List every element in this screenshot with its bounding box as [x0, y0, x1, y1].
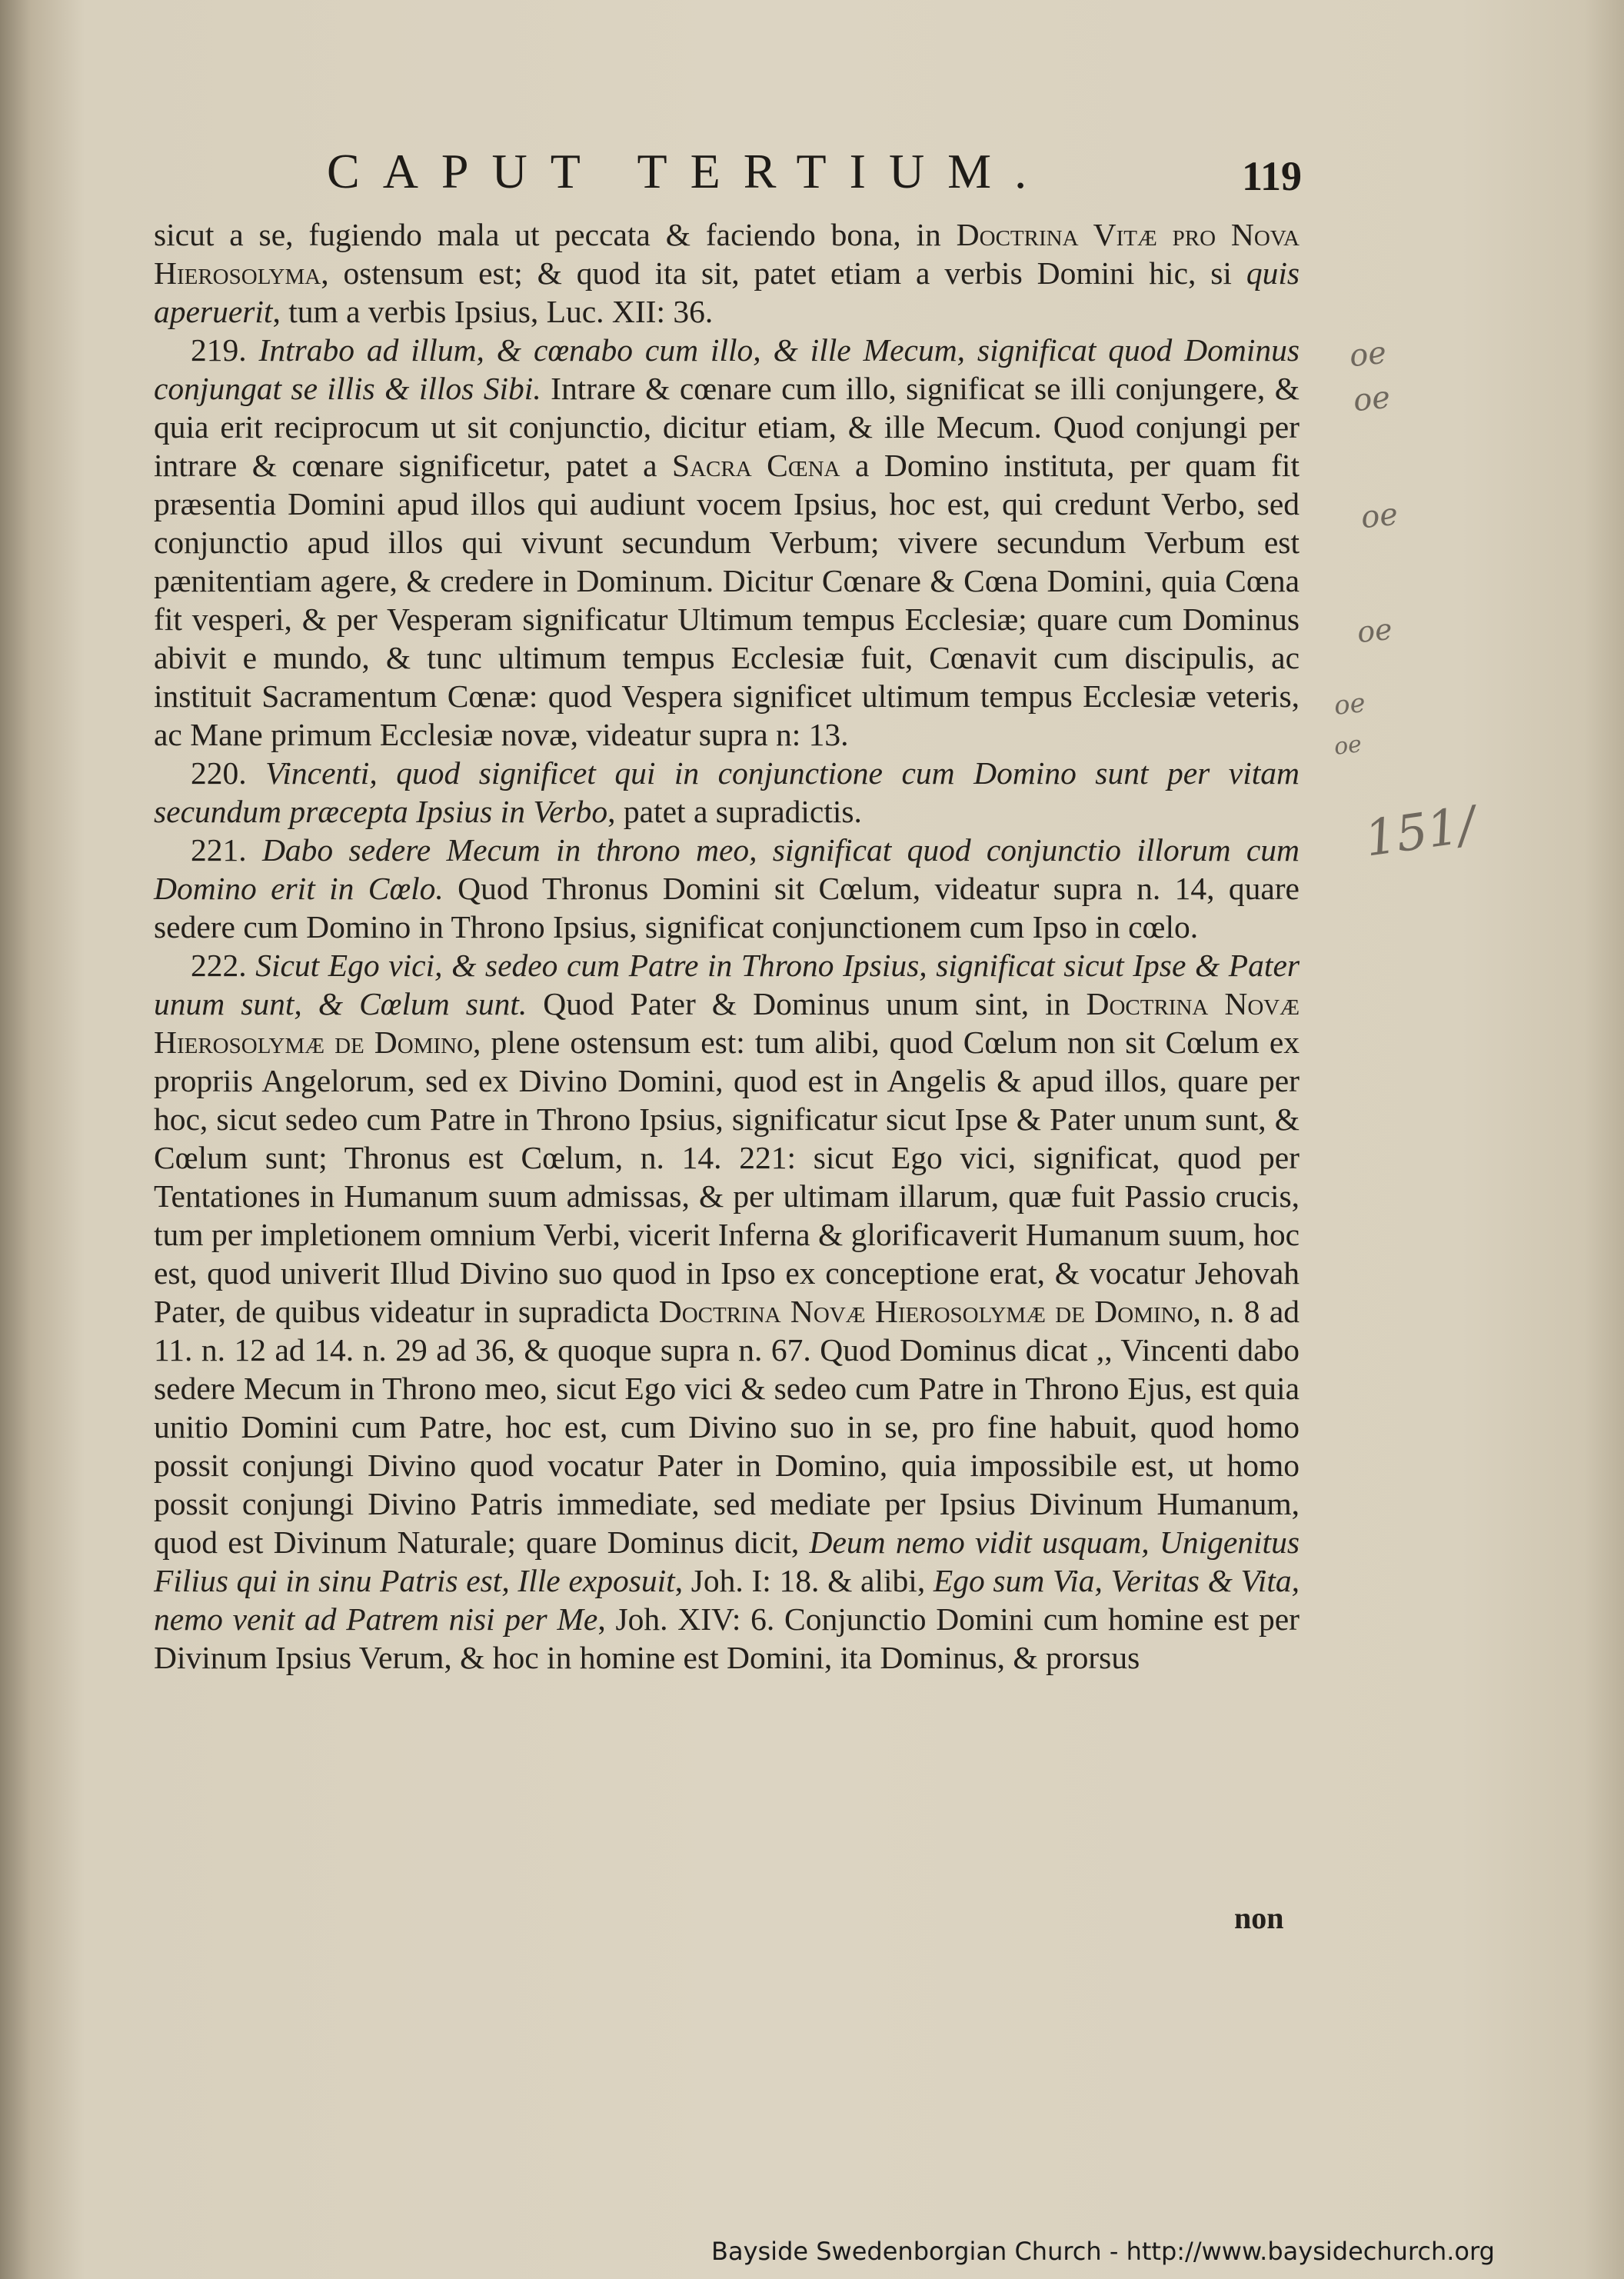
italic-run: Sicut Ego vici, & sedeo cum Patre in Throno Ipsius, significat sicut Ipse & Pater unum sunt, & Cœlum sunt.	[154, 948, 1300, 1021]
italic-run: Ego sum Via, Veritas & Vita, nemo venit ad Patrem nisi per Me	[154, 1563, 1300, 1637]
italic-run: Deum nemo vidit usquam, Unigenitus Filius qui in sinu Patris est, Ille exposuit	[154, 1524, 1300, 1598]
text-run: Quod Pater & Dominus unum sint, in	[527, 986, 1087, 1021]
text-run: , n. 8 ad 11. n. 12 ad 14. n. 29 ad 36, & quoque supra n. 67. Quod Dominus dicat ,, Vincenti dabo sedere Mecum in Throno meo, sicut Ego vici & sedeo cum Patre in Throno Ejus, est quia unitio Domini cum Patre, hoc est, cum Divino suo in se, pro fine habuit, quod homo possit conjungi Divino quod vocatur Pater in Domino, quia impossibile est, ut homo possit conjungi Divino Patris immediate, sed mediate per Ipsius Divinum Humanum, quod est Divinum Naturale; quare Dominus dicit,	[154, 1294, 1300, 1560]
text-run: 220.	[191, 755, 266, 791]
paragraph	[154, 946, 1300, 1677]
text-run: 219.	[191, 332, 259, 368]
margin-note-3: oe	[1359, 496, 1400, 536]
text-run: , patet a supradictis.	[607, 794, 862, 829]
page-number: 119	[1242, 153, 1303, 199]
main-text	[154, 215, 1300, 1677]
margin-note-2: oe	[1351, 379, 1393, 419]
paragraph	[154, 215, 1300, 331]
text-run: , plene ostensum est: tum alibi, quod Cœlum non sit Cœlum ex propriis Angelorum, sed ex Divino Domini, quod est in Angelis & apud illos, quare per hoc, sicut sedeo cum Patre in Throno Ipsius, significatur sicut Ipse & Pater unum sunt, & Cœlum sunt; Thronus est Cœlum, n. 14. 221: sicut Ego vici, significat, quod per Tentationes in Humanum suum admissas, & per ultimam illarum, quæ fuit Passio crucis, tum per impletionem omnium Verbi, vicerit Inferna & glorificaverit Humanum suum, hoc est, quod univerit Illud Divino suo quod in Ipso ex conceptione erat, & vocatur Jehovah Pater, de quibus videatur in supradicta	[154, 1025, 1300, 1329]
margin-note-number: 151/	[1361, 796, 1479, 868]
small-caps-run: Sacra Cœna	[672, 448, 840, 483]
text-run: Intrare & cœnare cum illo, significat se illi conjungere, & quia erit reciprocum ut sit conjunctio, dicitur etiam, & ille Mecum. Quod conjungi per intrare & cœnare significetur, patet a	[154, 371, 1300, 483]
footer-credit: Bayside Swedenborgian Church - http://www.baysidechurch.org	[711, 2237, 1495, 2266]
paragraph	[154, 331, 1300, 754]
small-caps-run: Doctrina Novæ Hierosolymæ de Domino	[658, 1294, 1193, 1329]
page-header	[0, 143, 1624, 212]
paragraph	[154, 831, 1300, 946]
margin-note-6: oe	[1333, 731, 1363, 761]
text-run: 222.	[191, 948, 256, 983]
italic-run: Dabo sedere Mecum in throno meo, significat quod conjunctio illorum cum Domino erit in Cœlo.	[154, 832, 1300, 906]
margin-note-1: oe	[1347, 335, 1389, 375]
margin-note-5: oe	[1333, 687, 1367, 722]
text-run: sicut a se, fugiendo mala ut peccata & faciendo bona, in	[154, 217, 957, 252]
paragraph	[154, 754, 1300, 831]
small-caps-run: Doctrina Novæ Hierosolymæ de Domino	[154, 986, 1300, 1060]
small-caps-run: Doctrina Vitæ pro Nova Hierosolyma	[154, 217, 1300, 291]
text-run: , tum a verbis Ipsius, Luc. XII: 36.	[272, 294, 714, 329]
text-run: a Domino instituta, per quam fit præsentia Domini apud illos qui audiunt vocem Ipsius, hoc est, qui credunt Verbo, sed conjunctio apud illos qui vivunt secundum Verbum; vivere secundum Verbum est pænitentiam agere, & credere in Dominum. Dicitur Cœnare & Cœna Domini, quia Cœna fit vesperi, & per Vesperam significatur Ultimum tempus Ecclesiæ; quare cum Dominus abivit e mundo, & tunc ultimum tempus Ecclesiæ fuit, Cœnavit cum discipulis, ac instituit Sacramentum Cœnæ: quod Vespera significet ultimum tempus Ecclesiæ veteris, ac Mane primum Ecclesiæ novæ, videatur supra n: 13.	[154, 448, 1300, 752]
italic-run: Vincenti, quod significet qui in conjunctione cum Domino sunt per vitam secundum præcepta Ipsius in Verbo	[154, 755, 1300, 829]
italic-run: quis aperuerit	[154, 255, 1300, 329]
text-run: , Joh. XIV: 6. Conjunctio Domini cum homine est per Divinum Ipsius Verum, & hoc in homine est Domini, ita Dominus, & prorsus	[154, 1601, 1300, 1675]
running-title: CAPUT TERTIUM.	[327, 144, 1050, 198]
catchword: non	[1234, 1901, 1284, 1935]
text-run: , Joh. I: 18. & alibi,	[674, 1563, 933, 1598]
text-run: 221.	[191, 832, 262, 868]
italic-run: Intrabo ad illum, & cœnabo cum illo, & ille Mecum, significat quod Dominus conjungat se illis & illos Sibi.	[154, 332, 1300, 406]
margin-note-4: oe	[1355, 611, 1394, 650]
text-run: Quod Thronus Domini sit Cœlum, videatur supra n. 14, quare sedere cum Domino in Throno Ipsius, significat conjunctionem cum Ipso in cœlo.	[154, 871, 1300, 945]
text-run: , ostensum est; & quod ita sit, patet etiam a verbis Domini hic, si	[321, 255, 1246, 291]
